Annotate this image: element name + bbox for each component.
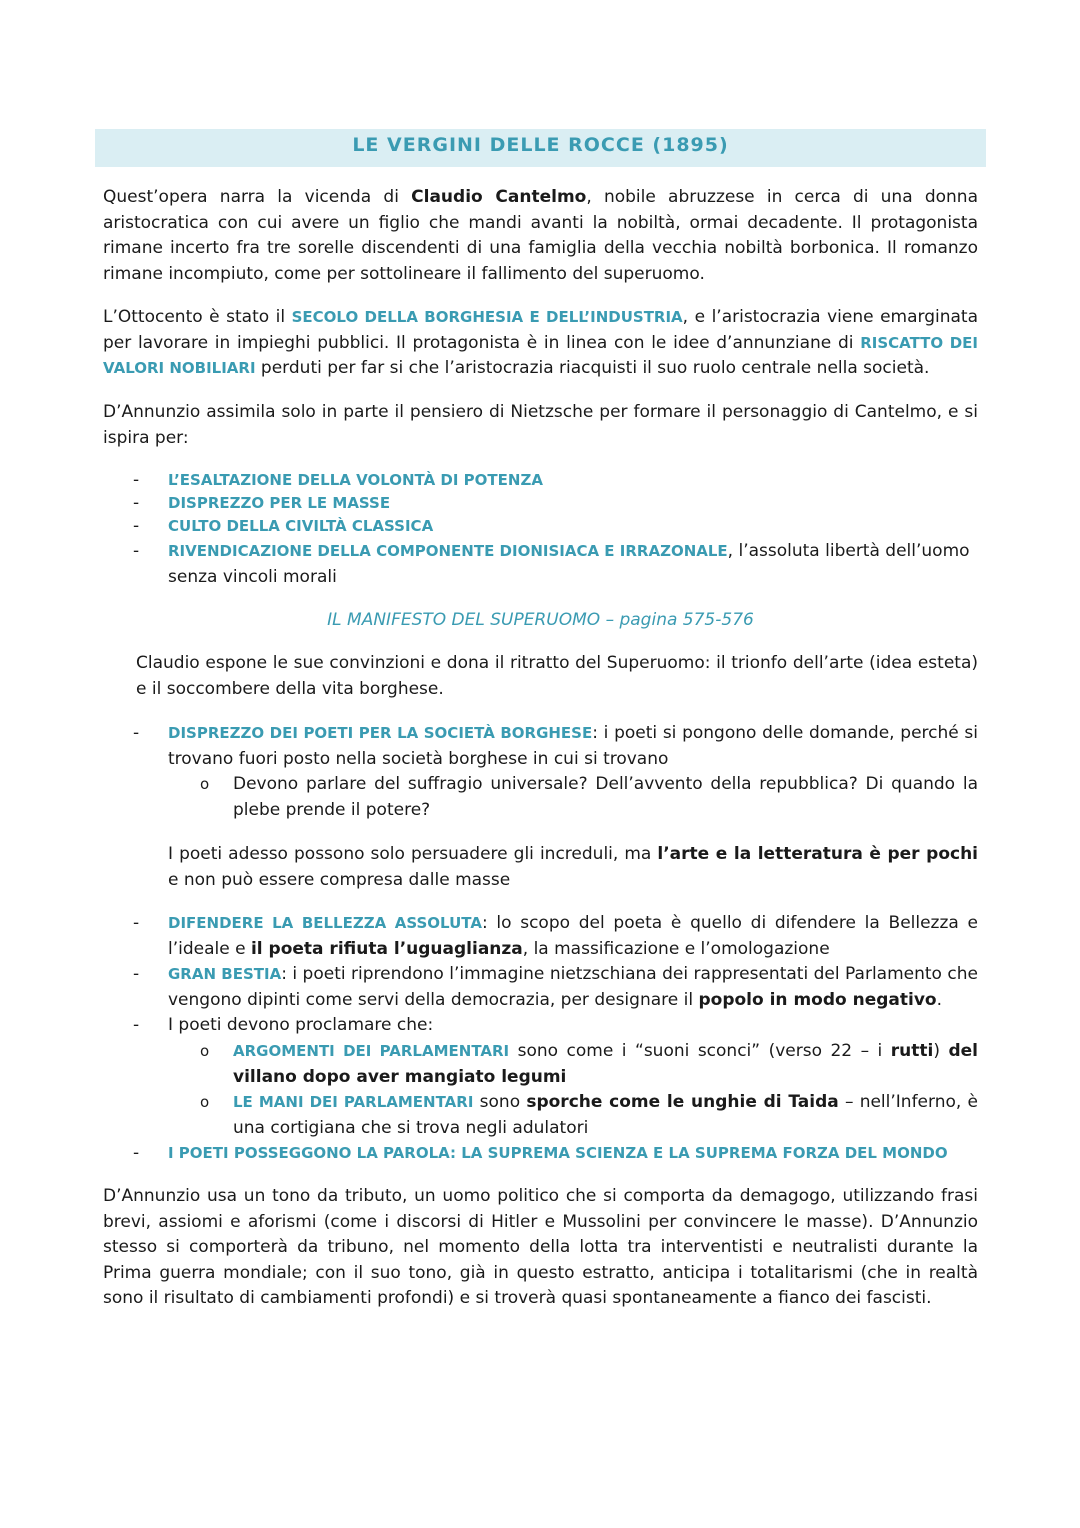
protagonist-name: Claudio Cantelmo [411,187,587,207]
list-dash: - [133,470,140,490]
highlight-riscatto: RISCATTO DEI VALORI NOBILIARI [103,333,978,377]
list-dash: - [133,964,140,984]
list-item: I POETI POSSEGGONO LA PAROLA: LA SUPREMA SCIENZA E LA SUPREMA FORZA DEL MONDO [168,1144,948,1162]
sublist-bullet: o [200,775,210,793]
page-title: LE VERGINI DELLE ROCCE (1895) [352,134,729,156]
list-item: I poeti devono proclamare che: [168,1015,434,1035]
sublist-bullet: o [200,1093,210,1111]
highlight-secolo: SECOLO DELLA BORGHESIA E DELL’INDUSTRIA [291,308,683,326]
conclusion-paragraph: D’Annunzio usa un tono da tributo, un uomo politico che si comporta da demagogo, utilizzando frasi brevi, assiomi e aforismi (come i discorsi di Hitler e Mussolini per convincere le masse). D’Annunzio stesso si comporterà da tribuno, nel momento della lotta tra interventisti e neutralisti durante la Prima guerra mondiale; con il suo tono, già in questo estratto, anticipa i totalitarismi (che in realtà sono il risultato di cambiamenti profondi) e si troverà quasi spontaneamente a fianco dei fascisti. [103,1186,978,1308]
manifesto-intro: Claudio espone le sue convinzioni e dona il ritratto del Superuomo: il trionfo dell’arte (idea esteta) e il soccombere della vita borghese. [136,653,978,699]
sublist-item: Devono parlare del suffragio universale? Dell’avvento della repubblica? Di quando la plebe prende il potere? [233,774,978,820]
list-dash: - [133,1015,140,1035]
sublist-item: LE MANI DEI PARLAMENTARI sono sporche come le unghie di Taida – nell’Inferno, è una cortigiana che si trova negli adulatori [233,1092,978,1138]
list-dash: - [133,493,140,513]
list-dash: - [133,1143,140,1163]
list-item: GRAN BESTIA: i poeti riprendono l’immagine nietzschiana dei rappresentati del Parlamento che vengono dipinti come servi della democrazia, per designare il popolo in modo negativo. [168,964,978,1010]
list-dash: - [133,516,140,536]
nietzsche-paragraph: D’Annunzio assimila solo in parte il pensiero di Nietzsche per formare il personaggio di Cantelmo, e si ispira per: [103,402,978,448]
intro-paragraph: Quest’opera narra la vicenda di Claudio Cantelmo, nobile abruzzese in cerca di una donna aristocratica con cui avere un figlio che mandi avanti la nobiltà, ormai decadente. Il protagonista rimane incerto fra tre sorelle discendenti di una famiglia della vecchia nobiltà borbonica. Il romanzo rimane incompiuto, come per sottolineare il fallimento del superuomo. [103,187,978,284]
list-item: DISPREZZO PER LE MASSE [168,494,391,512]
list-item: DISPREZZO DEI POETI PER LA SOCIETÀ BORGHESE: i poeti si pongono delle domande, perché si trovano fuori posto nella società borghese in cui si trovano [168,723,978,769]
list-item: DIFENDERE LA BELLEZZA ASSOLUTA: lo scopo del poeta è quello di difendere la Bellezza e l’ideale e il poeta rifiuta l’uguaglianza, la massificazione e l’omologazione [168,913,979,959]
list-dash: - [133,723,140,743]
sublist-item: ARGOMENTI DEI PARLAMENTARI sono come i “suoni sconci” (verso 22 – i rutti) del villano dopo aver mangiato legumi [233,1041,978,1087]
section-subheading: IL MANIFESTO DEL SUPERUOMO – pagina 575-576 [327,610,754,630]
list-item: CULTO DELLA CIVILTÀ CLASSICA [168,517,434,535]
context-paragraph: L’Ottocento è stato il SECOLO DELLA BORGHESIA E DELL’INDUSTRIA, e l’aristocrazia viene emarginata per lavorare in impieghi pubblici. Il protagonista è in linea con le idee d’annunziane di RISCATTO DEI VALORI NOBILIARI perduti per far si che l’aristocrazia riacquisti il suo ruolo centrale nella società. [103,307,978,378]
list-item: L’ESALTAZIONE DELLA VOLONTÀ DI POTENZA [168,471,543,489]
list-dash: - [133,541,140,561]
poets-paragraph: I poeti adesso possono solo persuadere gli increduli, ma l’arte e la letteratura è per pochi e non può essere compresa dalle masse [168,844,978,890]
list-item: RIVENDICAZIONE DELLA COMPONENTE DIONISIACA E IRRAZONALE, l’assoluta libertà dell’uomo senza vincoli morali [168,541,970,587]
sublist-bullet: o [200,1042,210,1060]
list-dash: - [133,913,140,933]
